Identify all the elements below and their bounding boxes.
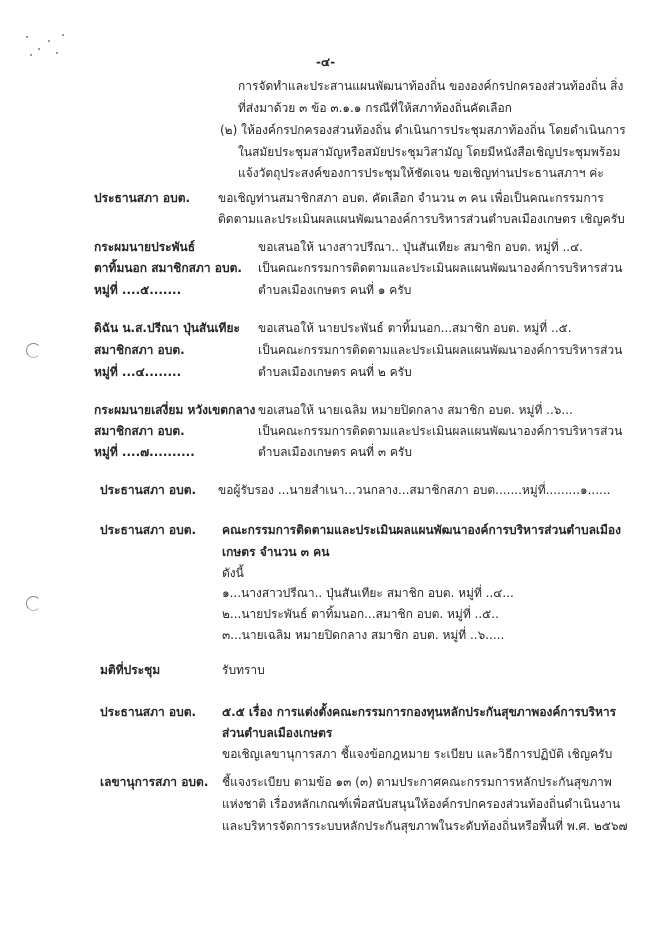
- speaker-label: สมาชิกสภา อบต.: [94, 343, 185, 357]
- intro-line-4: ในสมัยประชุมสามัญหรือสมัยประชุมวิสามัญ โดยมีหนังสือเชิญประชุมพร้อม: [238, 145, 621, 159]
- intro-line-2: ที่ส่งมาด้วย ๓ ข้อ ๓.๑.๑ กรณีที่ให้สภาท้องถิ่นคัดเลือก: [238, 101, 512, 115]
- speech-line: ขอเชิญท่านสมาชิกสภา อบต. คัดเลือก จำนวน ๓ คน เพื่อเป็นคณะกรรมการ: [218, 191, 604, 205]
- speech-line: ขอเสนอให้ นายเฉลิม หมายปิดกลาง สมาชิก อบต. หมู่ที่ ..๖...: [258, 403, 573, 417]
- scan-speck: [56, 52, 58, 54]
- speech-line: ตำบลเมืองเกษตร คนที่ ๑ ครับ: [258, 283, 412, 297]
- speech-line: ขอผู้รับรอง ...นายสำเนา...วนกลาง...สมาชิกสภา อบต.......หมู่ที่.........๑......: [218, 483, 611, 497]
- speech-line: ขอเชิญเลขานุการสภา ชี้แจงข้อกฎหมาย ระเบียบ และวิธีการปฏิบัติ เชิญครับ: [222, 747, 613, 761]
- list-item: ๒...นายประพันธ์ ตาทิ้มนอก...สมาชิก อบต. หมู่ที่ ..๕..: [222, 607, 499, 621]
- speech-line: ขอเสนอให้ นายประพันธ์ ตาทิ้มนอก...สมาชิก อบต. หมู่ที่ ..๕.: [258, 321, 572, 335]
- speech-line: ตำบลเมืองเกษตร คนที่ ๒ ครับ: [258, 365, 412, 379]
- speaker-label: หมู่ที่ ...๔........: [94, 365, 182, 379]
- speech-line: เป็นคณะกรรมการติดตามและประเมินผลแผนพัฒนาองค์การบริหารส่วน: [258, 261, 623, 275]
- speech-line: เป็นคณะกรรมการติดตามและประเมินผลแผนพัฒนาองค์การบริหารส่วน: [258, 343, 623, 357]
- agenda-heading: ส่วนตำบลเมืองเกษตร: [222, 726, 333, 740]
- speaker-label: หมู่ที่ ....๕.......: [94, 283, 182, 297]
- intro-line-5: แจ้งวัตถุประสงค์ของการประชุมให้ชัดเจน ขอเชิญท่านประธานสภาฯ ค่ะ: [238, 166, 604, 180]
- scan-speck: [26, 36, 28, 38]
- intro-line-3: (๒) ให้องค์กรปกครองส่วนท้องถิ่น ดำเนินการประชุมสภาท้องถิ่น โดยดำเนินการ: [220, 123, 626, 137]
- speaker-label: ประธานสภา อบต.: [100, 705, 197, 719]
- resolution-label: มติที่ประชุม: [100, 663, 161, 677]
- speaker-label: เลขานุการสภา อบต.: [100, 775, 209, 789]
- speaker-label: สมาชิกสภา อบต.: [94, 424, 185, 438]
- page-number: -๔-: [316, 55, 336, 69]
- agenda-heading: ๕.๕ เรื่อง การแต่งตั้งคณะกรรมการกองทุนหลักประกันสุขภาพองค์การบริหาร: [222, 705, 617, 719]
- speaker-label: กระผมนายประพันธ์: [94, 240, 196, 254]
- speech-line: และบริหารจัดการระบบหลักประกันสุขภาพในระดับท้องถิ่นหรือพื้นที่ พ.ศ. ๒๕๖๗: [222, 819, 628, 833]
- scan-speck: [48, 40, 50, 42]
- speech-line: ดังนี้: [222, 566, 244, 580]
- list-item: ๑...นางสาวปรีณา.. ปุ่นสันเทียะ สมาชิก อบต. หมู่ที่ ..๔...: [222, 586, 514, 600]
- scan-speck: [62, 34, 64, 36]
- speech-line: เป็นคณะกรรมการติดตามและประเมินผลแผนพัฒนาองค์การบริหารส่วน: [258, 424, 623, 438]
- speech-line: ชี้แจงระเบียบ ตามข้อ ๑๓ (๓) ตามประกาศคณะกรรมการหลักประกันสุขภาพ: [222, 775, 612, 789]
- speech-line: ติดตามและประเมินผลแผนพัฒนาองค์การบริหารส่วนตำบลเมืองเกษตร เชิญครับ: [218, 212, 625, 226]
- speaker-label: ดิฉัน น.ส.ปรีณา ปุ่นสันเทียะ: [94, 321, 240, 335]
- speaker-label: ประธานสภา อบต.: [94, 191, 191, 205]
- speech-line: ตำบลเมืองเกษตร คนที่ ๓ ครับ: [258, 445, 412, 459]
- speaker-label: หมู่ที่ ....๗..........: [94, 445, 195, 459]
- punch-hole-icon: [26, 343, 41, 358]
- speaker-label: กระผมนายเสงี่ยม หวังเขตกลาง: [94, 403, 256, 417]
- resolution-text: รับทราบ: [222, 663, 265, 677]
- speaker-label: ประธานสภา อบต.: [100, 523, 197, 537]
- punch-hole-icon: [26, 596, 41, 611]
- committee-title: คณะกรรมการติดตามและประเมินผลแผนพัฒนาองค์การบริหารส่วนตำบลเมือง: [222, 523, 621, 537]
- list-item: ๓...นายเฉลิม หมายปิดกลาง สมาชิก อบต. หมู่ที่ ..๖.....: [222, 628, 505, 642]
- speech-line: ขอเสนอให้ นางสาวปรีณา.. ปุ่นสันเทียะ สมาชิก อบต. หมู่ที่ ..๔.: [258, 240, 583, 254]
- scan-speck: [38, 48, 40, 50]
- speech-line: แห่งชาติ เรื่องหลักเกณฑ์เพื่อสนับสนุนให้องค์กรปกครองส่วนท้องถิ่นดำเนินงาน: [222, 797, 621, 811]
- intro-line-1: การจัดทำและประสานแผนพัฒนาท้องถิ่น ขององค์กรปกครองส่วนท้องถิ่น สิ่ง: [238, 79, 624, 93]
- scan-speck: [30, 54, 32, 56]
- speaker-label: ประธานสภา อบต.: [100, 483, 197, 497]
- committee-title: เกษตร จำนวน ๓ คน: [222, 545, 330, 559]
- speaker-label: ตาทิ้มนอก สมาชิกสภา อบต.: [94, 261, 242, 275]
